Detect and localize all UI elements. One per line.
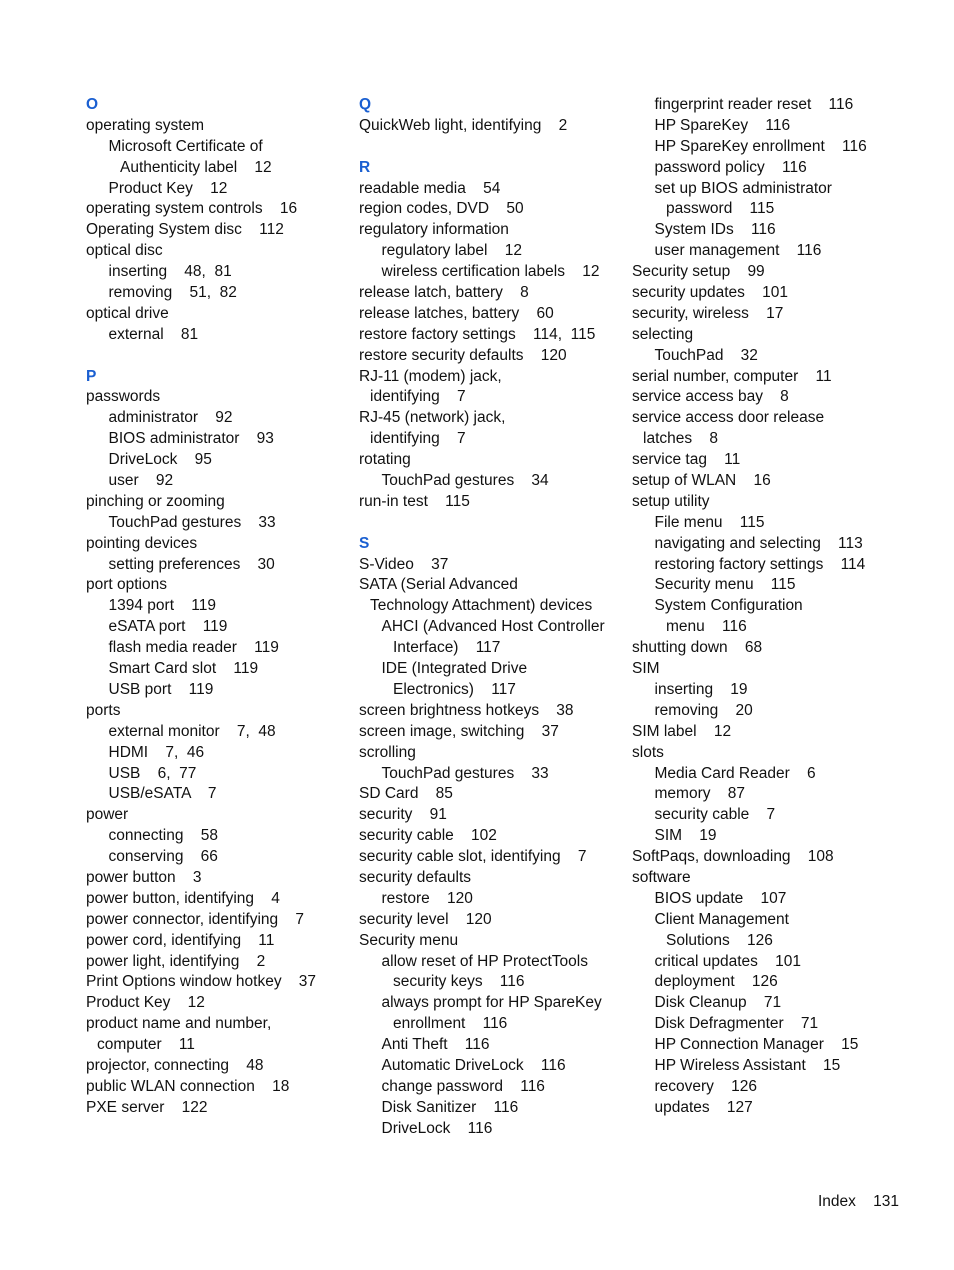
index-entry: Print Options window hotkey 37 (86, 973, 317, 991)
index-entry: operating system controls 16 (86, 200, 298, 218)
index-subentry: HP Connection Manager 15 (654, 1036, 859, 1054)
index-subentry: System Configuration (654, 597, 803, 615)
index-subentry: inserting 48, 81 (108, 263, 232, 281)
index-subentry: critical updates 101 (654, 952, 801, 970)
index-subentry: Disk Cleanup 71 (654, 994, 782, 1012)
section-letter: P (86, 367, 97, 385)
index-entry: shutting down 68 (632, 639, 763, 657)
index-subentry: inserting 19 (654, 680, 748, 698)
index-subentry: user management 116 (654, 242, 822, 260)
index-subentry: administrator 92 (108, 409, 233, 427)
index-entry: power button, identifying 4 (86, 889, 280, 907)
index-entry: optical drive (86, 304, 169, 322)
index-entry: port options (86, 576, 167, 594)
index-subentry: removing 51, 82 (108, 284, 237, 302)
index-entry: operating system (86, 116, 205, 134)
index-entry: software (632, 868, 691, 886)
index-subentry: always prompt for HP SpareKey (381, 994, 602, 1012)
section-letter: R (359, 158, 371, 176)
index-entry: RJ-45 (network) jack, (359, 409, 506, 427)
index-subentry: BIOS administrator 93 (108, 430, 274, 448)
index-subentry: TouchPad gestures 34 (381, 472, 549, 490)
index-entry: service access door release (632, 409, 825, 427)
index-entry: regulatory information (359, 221, 509, 239)
index-column-2 (359, 95, 621, 1140)
index-entry: rotating (359, 451, 411, 469)
index-entry-continuation: identifying 7 (370, 388, 466, 406)
index-column-3 (632, 95, 932, 1119)
index-subentry: removing 20 (654, 701, 753, 719)
index-entry: run-in test 115 (359, 492, 470, 510)
index-entry: slots (632, 743, 664, 761)
index-subentry-continuation: security keys 116 (393, 973, 525, 991)
index-entry: service tag 11 (632, 451, 741, 469)
index-entry: restore factory settings 114, 115 (359, 325, 596, 343)
index-entry: security cable slot, identifying 7 (359, 848, 587, 866)
index-subentry: restoring factory settings 114 (654, 555, 866, 573)
index-subentry: File menu 115 (654, 513, 765, 531)
index-entry: RJ-11 (modem) jack, (359, 367, 502, 385)
index-entry: SoftPaqs, downloading 108 (632, 848, 834, 866)
index-subentry: security cable 7 (654, 806, 776, 824)
index-entry: security, wireless 17 (632, 304, 784, 322)
index-subentry: Smart Card slot 119 (108, 660, 259, 678)
index-entry: optical disc (86, 242, 163, 260)
index-subentry: DriveLock 116 (381, 1119, 493, 1137)
index-entry: readable media 54 (359, 179, 501, 197)
index-entry-continuation: Technology Attachment) devices (370, 597, 593, 615)
index-entry: release latch, battery 8 (359, 284, 529, 302)
section-gap (359, 513, 621, 534)
index-subentry: Product Key 12 (108, 179, 228, 197)
index-subentry: USB port 119 (108, 680, 214, 698)
index-subentry: connecting 58 (108, 827, 218, 845)
index-subentry: DriveLock 95 (108, 451, 212, 469)
index-entry: ports (86, 701, 121, 719)
index-subentry: external monitor 7, 48 (108, 722, 276, 740)
index-entry: power light, identifying 2 (86, 952, 266, 970)
index-subentry-continuation: password 115 (666, 200, 775, 218)
index-subentry: navigating and selecting 113 (654, 534, 863, 552)
index-subentry: flash media reader 119 (108, 639, 279, 657)
index-entry: QuickWeb light, identifying 2 (359, 116, 568, 134)
index-entry: SIM label 12 (632, 722, 732, 740)
index-subentry: USB 6, 77 (108, 764, 197, 782)
index-subentry: TouchPad 32 (654, 346, 758, 364)
index-entry: Product Key 12 (86, 994, 205, 1012)
index-entry: PXE server 122 (86, 1098, 208, 1116)
index-entry: screen image, switching 37 (359, 722, 559, 740)
index-subentry-continuation: Electronics) 117 (393, 680, 516, 698)
index-entry: serial number, computer 11 (632, 367, 832, 385)
index-subentry: conserving 66 (108, 848, 218, 866)
index-subentry: HP Wireless Assistant 15 (654, 1056, 841, 1074)
index-subentry: HDMI 7, 46 (108, 743, 205, 761)
index-subentry: BIOS update 107 (654, 889, 787, 907)
index-subentry: eSATA port 119 (108, 618, 228, 636)
index-subentry: wireless certification labels 12 (381, 263, 600, 281)
index-subentry: Disk Sanitizer 116 (381, 1098, 519, 1116)
index-entry-continuation: computer 11 (97, 1036, 195, 1054)
index-entry: pinching or zooming (86, 492, 225, 510)
index-entry: passwords (86, 388, 161, 406)
index-subentry: TouchPad gestures 33 (381, 764, 549, 782)
index-subentry-continuation: enrollment 116 (393, 1015, 508, 1033)
index-column-1 (86, 95, 348, 1119)
index-subentry: set up BIOS administrator (654, 179, 832, 197)
index-entry: SIM (632, 660, 660, 678)
index-subentry: memory 87 (654, 785, 745, 803)
index-entry: security level 120 (359, 910, 492, 928)
index-entry: selecting (632, 325, 694, 343)
index-subentry-continuation: Authenticity label 12 (120, 158, 272, 176)
index-entry: setup of WLAN 16 (632, 472, 771, 490)
section-letter: Q (359, 96, 372, 113)
index-subentry: allow reset of HP ProtectTools (381, 952, 588, 970)
index-subentry: Client Management (654, 910, 789, 928)
index-subentry: 1394 port 119 (108, 597, 216, 615)
index-subentry: restore 120 (381, 889, 473, 907)
index-entry: release latches, battery 60 (359, 304, 554, 322)
index-entry: region codes, DVD 50 (359, 200, 524, 218)
index-entry-continuation: identifying 7 (370, 430, 466, 448)
index-subentry: Anti Theft 116 (381, 1036, 490, 1054)
index-entry: pointing devices (86, 534, 198, 552)
index-entry: S-Video 37 (359, 555, 449, 573)
index-subentry: HP SpareKey 116 (654, 116, 791, 134)
index-entry: power connector, identifying 7 (86, 910, 304, 928)
index-entry: SD Card 85 (359, 785, 453, 803)
index-entry: public WLAN connection 18 (86, 1077, 290, 1095)
index-entry: Security menu (359, 931, 459, 949)
index-subentry: change password 116 (381, 1077, 545, 1095)
index-subentry: recovery 126 (654, 1077, 758, 1095)
index-entry: projector, connecting 48 (86, 1056, 264, 1074)
index-entry: scrolling (359, 743, 416, 761)
index-entry: security cable 102 (359, 827, 497, 845)
index-entry: power cord, identifying 11 (86, 931, 275, 949)
index-subentry-continuation: Solutions 126 (666, 931, 773, 949)
index-subentry: AHCI (Advanced Host Controller (381, 618, 605, 636)
index-entry: setup utility (632, 492, 710, 510)
index-entry: power (86, 806, 129, 824)
index-subentry: System IDs 116 (654, 221, 776, 239)
index-subentry: HP SpareKey enrollment 116 (654, 137, 867, 155)
section-gap (359, 137, 621, 158)
index-subentry: Disk Defragmenter 71 (654, 1015, 819, 1033)
index-subentry: Security menu 115 (654, 576, 796, 594)
index-subentry: updates 127 (654, 1098, 753, 1116)
index-subentry-continuation: menu 116 (666, 618, 747, 636)
index-subentry: user 92 (108, 472, 174, 490)
index-subentry: fingerprint reader reset 116 (654, 96, 854, 113)
page-footer: Index 131 (818, 1193, 900, 1210)
index-entry: Security setup 99 (632, 263, 765, 281)
index-subentry-continuation: Interface) 117 (393, 639, 501, 657)
index-subentry: USB/eSATA 7 (108, 785, 217, 803)
index-entry: restore security defaults 120 (359, 346, 567, 364)
index-entry: SATA (Serial Advanced (359, 576, 518, 594)
index-entry: power button 3 (86, 868, 202, 886)
index-subentry: regulatory label 12 (381, 242, 522, 260)
index-subentry: Automatic DriveLock 116 (381, 1056, 566, 1074)
index-subentry: TouchPad gestures 33 (108, 513, 276, 531)
section-letter: O (86, 96, 99, 113)
index-subentry: deployment 126 (654, 973, 778, 991)
index-entry: security defaults (359, 868, 471, 886)
index-entry: product name and number, (86, 1015, 272, 1033)
index-subentry: password policy 116 (654, 158, 807, 176)
section-gap (86, 346, 348, 367)
index-entry: security updates 101 (632, 284, 788, 302)
index-entry: Operating System disc 112 (86, 221, 284, 239)
index-subentry: Media Card Reader 6 (654, 764, 816, 782)
index-subentry: IDE (Integrated Drive (381, 660, 528, 678)
index-entry: screen brightness hotkeys 38 (359, 701, 574, 719)
index-subentry: setting preferences 30 (108, 555, 275, 573)
index-entry: service access bay 8 (632, 388, 789, 406)
section-letter: S (359, 534, 370, 552)
index-entry-continuation: latches 8 (643, 430, 718, 448)
index-subentry: external 81 (108, 325, 199, 343)
index-subentry: Microsoft Certificate of (108, 137, 263, 155)
index-entry: security 91 (359, 806, 447, 824)
index-subentry: SIM 19 (654, 827, 717, 845)
